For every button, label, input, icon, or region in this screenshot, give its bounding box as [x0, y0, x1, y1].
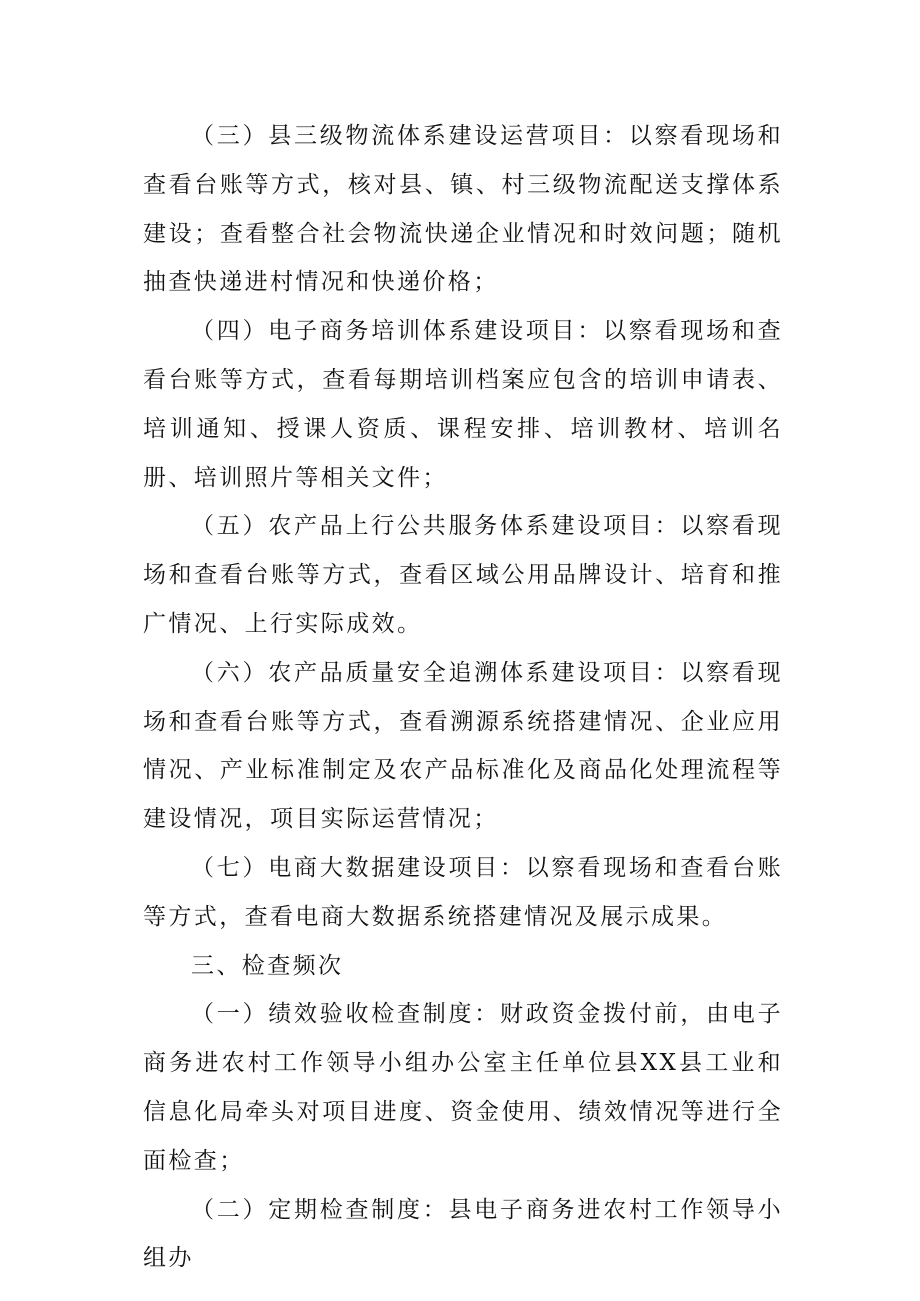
paragraph-item-6: （六）农产品质量安全追溯体系建设项目：以察看现场和查看台账等方式，查看溯源系统搭建情况、企业应用情况、产业标准制定及农产品标准化及商品化处理流程等建设情况，项目实际运营情况； [143, 659, 783, 833]
paragraph-item-3: （三）县三级物流体系建设运营项目：以察看现场和查看台账等方式，核对县、镇、村三级物流配送支撑体系建设；查看整合社会物流快递企业情况和时效问题；随机抽查快递进村情况和快递价格； [143, 123, 783, 296]
paragraph-item-4: （四）电子商务培训体系建设项目：以察看现场和查看台账等方式，查看每期培训档案应包含的培训申请表、培训通知、授课人资质、课程安排、培训教材、培训名册、培训照片等相关文件； [143, 318, 783, 491]
document-body [143, 112, 783, 1283]
section-paragraph-1: （一）绩效验收检查制度：财政资金拨付前，由电子商务进农村工作领导小组办公室主任单位县XX县工业和信息化局牵头对项目进度、资金使用、绩效情况等进行全面检查； [143, 1001, 783, 1174]
section-paragraph-2: （二）定期检查制度：县电子商务进农村工作领导小组办 [143, 1196, 783, 1272]
paragraph-item-5: （五）农产品上行公共服务体系建设项目：以察看现场和查看台账等方式，查看区域公用品牌设计、培育和推广情况、上行实际成效。 [143, 513, 783, 637]
paragraph-item-7: （七）电商大数据建设项目：以察看现场和查看台账等方式，查看电商大数据系统搭建情况及展示成果。 [143, 854, 783, 930]
section-heading: 三、检查频次 [191, 952, 344, 979]
